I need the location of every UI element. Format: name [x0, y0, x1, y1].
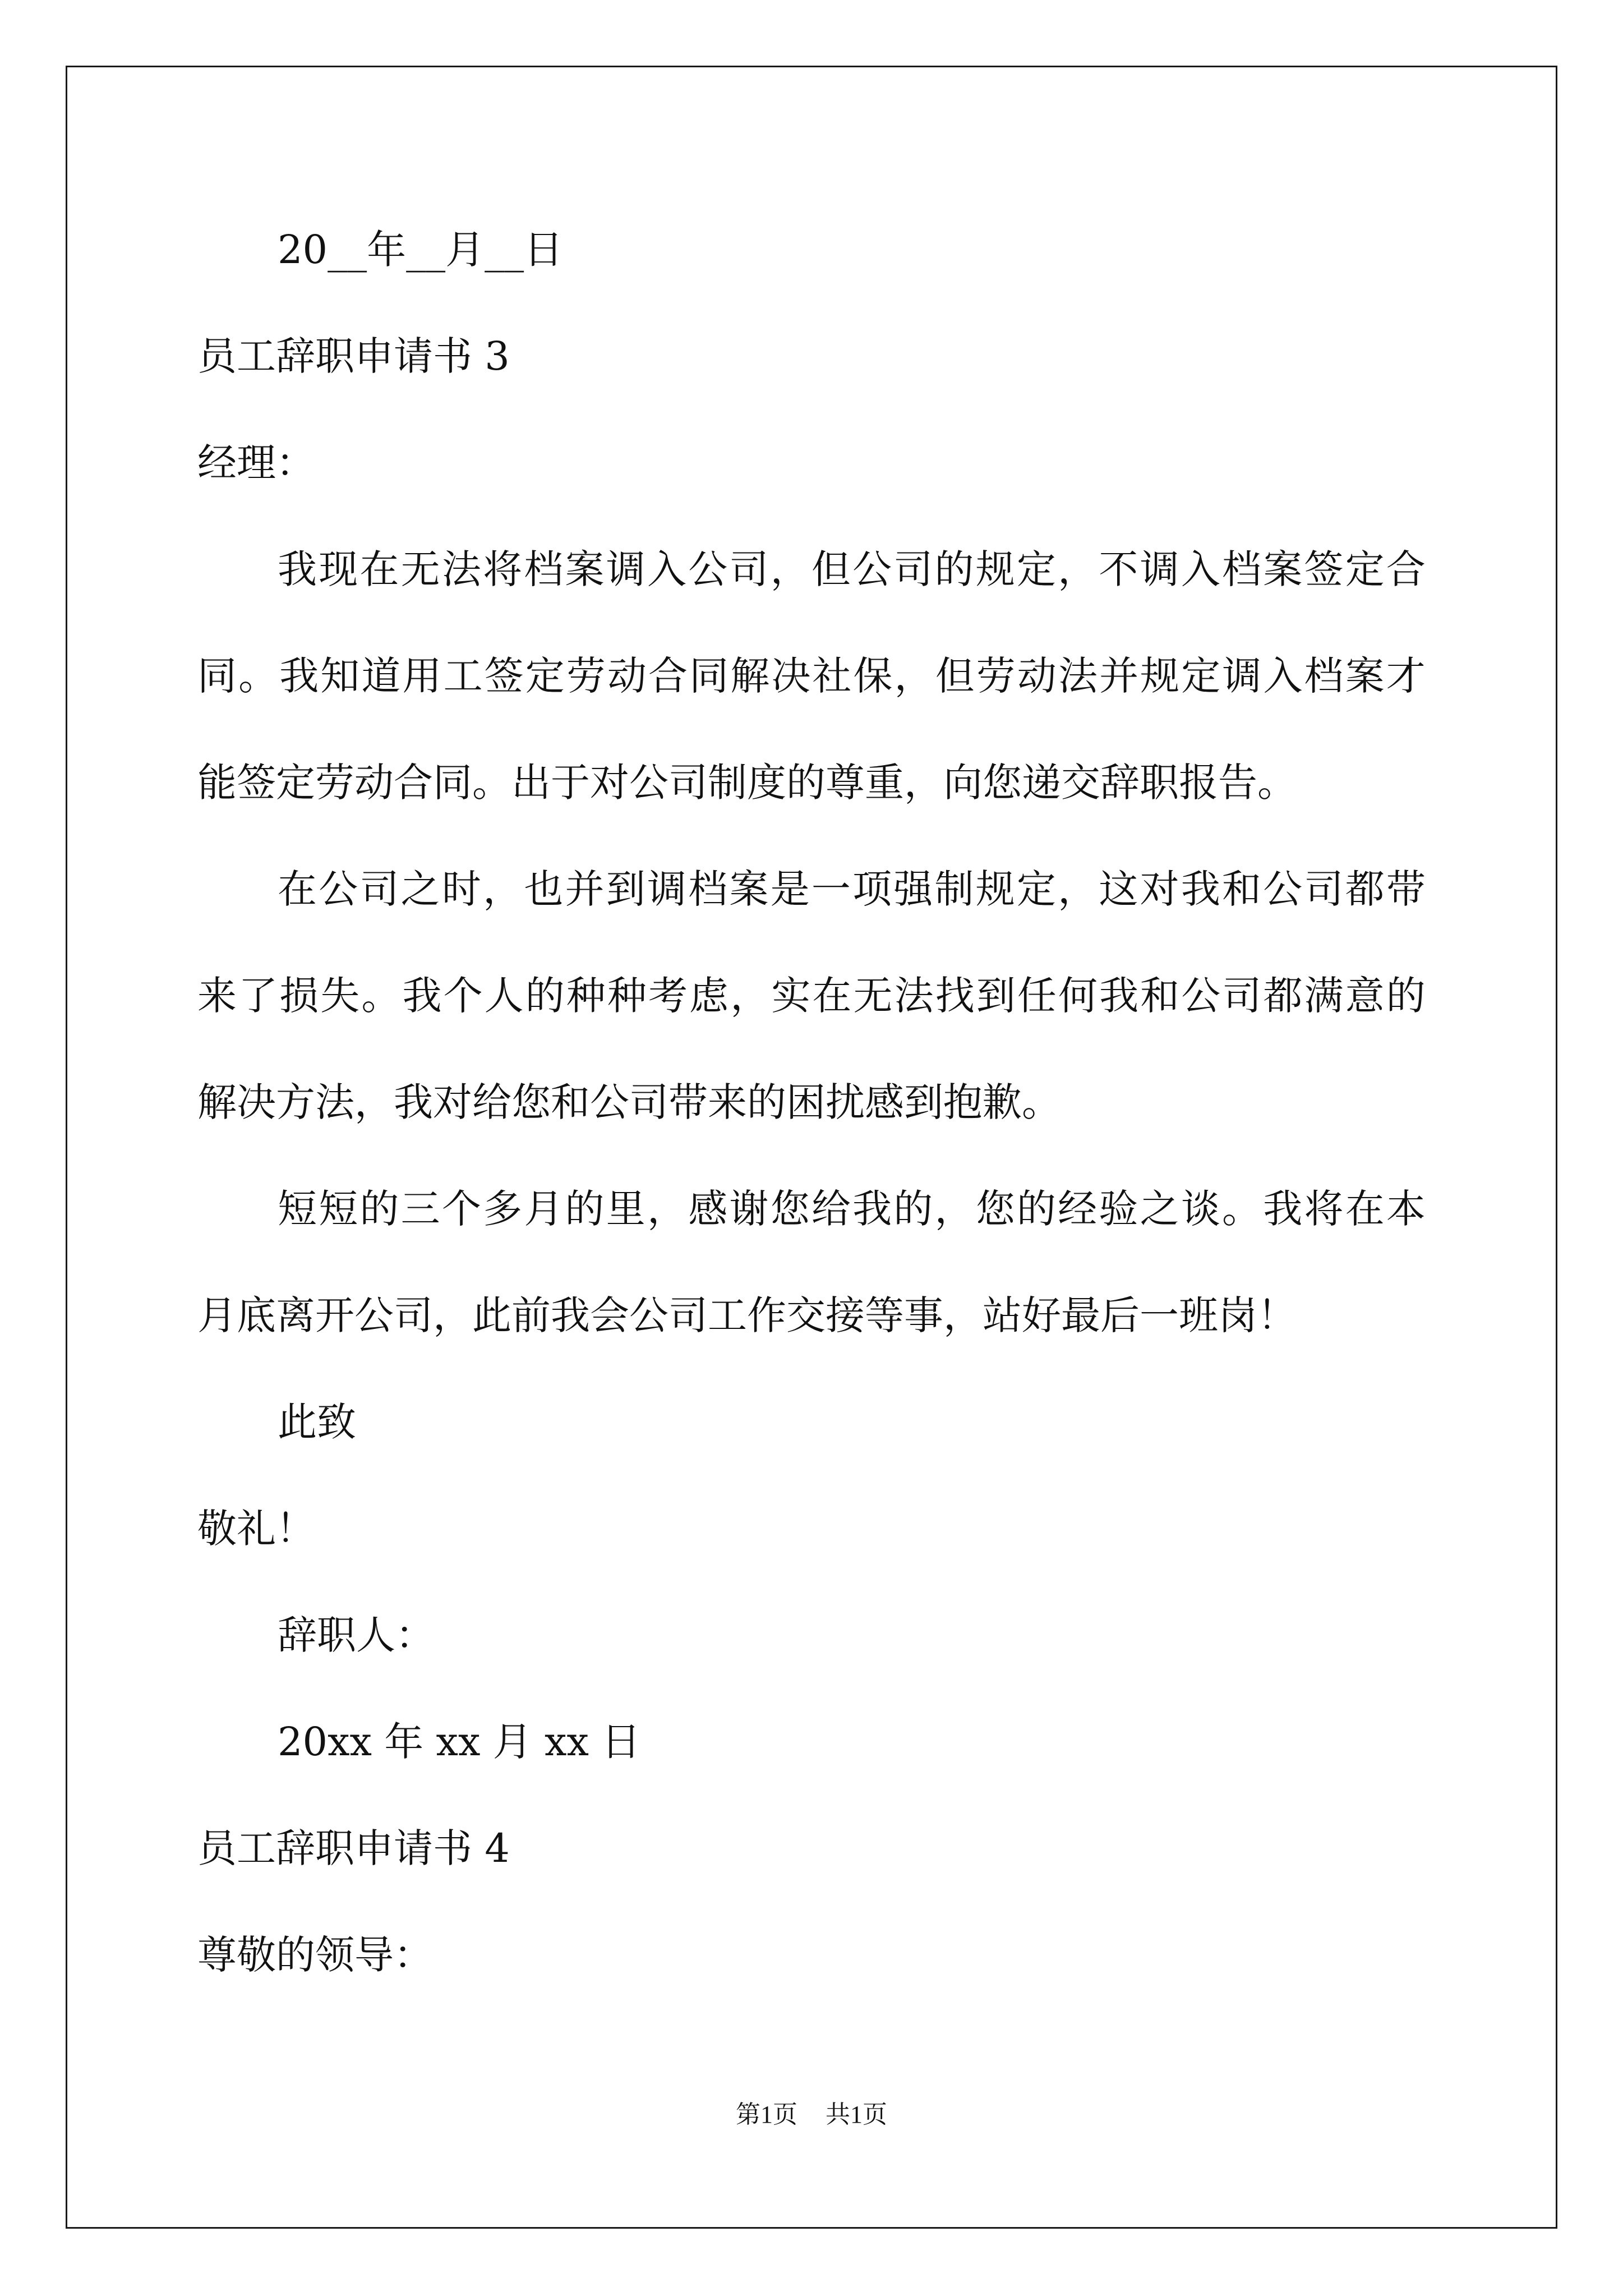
- text-char: 我: [402, 973, 442, 1019]
- text-char: 给: [811, 1186, 851, 1232]
- text-char: 都: [1263, 973, 1303, 1019]
- text-char: 强: [893, 866, 933, 912]
- text-char: 法: [894, 973, 934, 1019]
- text-char: 损: [279, 973, 319, 1019]
- text-char: 同: [689, 653, 729, 699]
- text-char: 我: [1263, 1186, 1303, 1232]
- text-char: 里: [606, 1186, 645, 1232]
- text-char: 的: [565, 1186, 605, 1232]
- section-4-salutation: 尊敬的领导：: [197, 1932, 433, 1978]
- text-char: 档: [1222, 546, 1262, 592]
- text-char: 用: [402, 653, 442, 699]
- text-char: 。: [1222, 1186, 1262, 1232]
- text-char: 和: [1140, 973, 1180, 1019]
- text-char: 。: [361, 973, 401, 1019]
- text-char: 虑: [689, 973, 729, 1019]
- text-char: 的: [934, 546, 974, 592]
- text-char: 的: [1016, 1186, 1056, 1232]
- text-char: 动: [607, 653, 647, 699]
- text-char: 案: [1263, 546, 1303, 592]
- text-char: 个: [443, 973, 483, 1019]
- text-char: 将: [1304, 1186, 1344, 1232]
- paragraph-2-line-1: [0, 836, 1623, 942]
- text-char: 知: [320, 653, 360, 699]
- text-char: 谈: [1181, 1186, 1220, 1232]
- text-char: 公: [688, 546, 728, 592]
- text-char: 感: [688, 1186, 728, 1232]
- text-char: 定: [1016, 866, 1056, 912]
- text-char: 了: [238, 973, 278, 1019]
- text-char: 找: [935, 973, 975, 1019]
- text-char: 档: [688, 866, 728, 912]
- text-char: 您: [770, 1186, 810, 1232]
- text-char: 在: [1345, 1186, 1385, 1232]
- text-char: 司: [893, 546, 933, 592]
- text-char: 定: [1181, 653, 1221, 699]
- text-char: 不: [1099, 546, 1138, 592]
- text-char: 司: [1222, 973, 1262, 1019]
- text-char: 劳: [976, 653, 1016, 699]
- text-char: 决: [771, 653, 811, 699]
- text-char: 签: [484, 653, 524, 699]
- text-char: 短: [319, 1186, 358, 1232]
- text-char: 到: [976, 973, 1016, 1019]
- text-char: ，: [894, 653, 934, 699]
- text-char: 案: [565, 546, 605, 592]
- text-char: 项: [852, 866, 892, 912]
- text-char: 公: [319, 866, 358, 912]
- text-char: 入: [1263, 653, 1303, 699]
- text-char: 调: [1140, 546, 1179, 592]
- text-char: 任: [1017, 973, 1057, 1019]
- text-char: 公: [1181, 973, 1221, 1019]
- text-char: 验: [1099, 1186, 1138, 1232]
- text-char: 在: [278, 866, 317, 912]
- text-char: 考: [648, 973, 688, 1019]
- text-char: 签: [1304, 546, 1344, 592]
- text-char: 规: [975, 866, 1015, 912]
- text-char: 也: [524, 866, 564, 912]
- text-char: 无: [400, 546, 440, 592]
- text-char: 案: [729, 866, 769, 912]
- closing-phrase: 此致: [278, 1399, 356, 1445]
- text-char: 个: [441, 1186, 481, 1232]
- text-char: 规: [1140, 653, 1180, 699]
- text-char: 我: [852, 1186, 892, 1232]
- text-char: 经: [1058, 1186, 1098, 1232]
- text-char: 但: [811, 546, 851, 592]
- text-char: 实: [771, 973, 811, 1019]
- text-char: 是: [770, 866, 810, 912]
- text-char: ，: [1058, 546, 1098, 592]
- text-char: 同: [197, 653, 237, 699]
- text-char: 定: [1016, 546, 1056, 592]
- text-char: 法: [441, 546, 481, 592]
- text-char: 我: [278, 546, 317, 592]
- text-char: 的: [359, 1186, 399, 1232]
- paragraph-1-line-3: 能签定劳动合同。出于对公司制度的尊重，向您递交辞职报告。: [197, 760, 1297, 806]
- text-char: 入: [1181, 546, 1220, 592]
- text-char: 法: [1058, 653, 1098, 699]
- text-char: 一: [811, 866, 851, 912]
- paragraph-2-line-3: 解决方法，我对给您和公司带来的困扰感到抱歉。: [197, 1079, 1061, 1125]
- text-char: 档: [524, 546, 564, 592]
- signed-date: 20xx 年 xx 月 xx 日: [278, 1719, 641, 1765]
- text-char: 档: [1304, 653, 1344, 699]
- paragraph-3-line-1: [0, 1156, 1623, 1262]
- text-char: 规: [975, 546, 1015, 592]
- text-char: 的: [893, 1186, 933, 1232]
- paragraph-1-line-1: [0, 516, 1623, 623]
- section-4-title: 员工辞职申请书 4: [197, 1825, 510, 1871]
- text-char: 您: [975, 1186, 1015, 1232]
- text-char: 解: [730, 653, 770, 699]
- text-char: 带: [1386, 866, 1426, 912]
- page-number-current: 第1页: [736, 2101, 797, 2128]
- text-char: ，: [1058, 866, 1098, 912]
- text-char: 但: [935, 653, 975, 699]
- text-char: 我: [1181, 866, 1220, 912]
- text-char: 工: [443, 653, 483, 699]
- text-char: 和: [1222, 866, 1262, 912]
- page-number-total: 共1页: [826, 2101, 887, 2128]
- text-char: 制: [934, 866, 974, 912]
- text-char: 我: [279, 653, 319, 699]
- text-char: 公: [1263, 866, 1303, 912]
- text-char: 社: [812, 653, 852, 699]
- section-3-title: 员工辞职申请书 3: [197, 333, 510, 379]
- text-char: 合: [1386, 546, 1426, 592]
- text-char: 意: [1345, 973, 1385, 1019]
- text-char: 动: [1017, 653, 1057, 699]
- text-char: 多: [483, 1186, 523, 1232]
- text-char: 保: [853, 653, 893, 699]
- text-char: 的: [1386, 973, 1426, 1019]
- text-char: 在: [812, 973, 852, 1019]
- text-char: 之: [400, 866, 440, 912]
- text-char: ，: [770, 546, 810, 592]
- text-char: 都: [1345, 866, 1385, 912]
- text-char: 到: [606, 866, 645, 912]
- text-char: 定: [525, 653, 565, 699]
- text-char: 短: [278, 1186, 317, 1232]
- paragraph-2-line-2: [0, 942, 1623, 1049]
- text-char: 的: [525, 973, 565, 1019]
- text-char: 司: [1304, 866, 1344, 912]
- text-char: 司: [729, 546, 769, 592]
- date-placeholder: 20__年__月__日: [278, 227, 564, 273]
- text-char: 失: [320, 973, 360, 1019]
- text-char: ，: [483, 866, 523, 912]
- text-char: 时: [441, 866, 481, 912]
- text-char: 。: [238, 653, 278, 699]
- text-char: 人: [484, 973, 524, 1019]
- text-char: 合: [648, 653, 688, 699]
- signer-label: 辞职人：: [278, 1612, 435, 1658]
- text-char: 调: [1222, 653, 1262, 699]
- text-char: 本: [1386, 1186, 1426, 1232]
- page-footer: [0, 2098, 1623, 2132]
- text-char: 入: [647, 546, 686, 592]
- section-3-salutation: 经理：: [197, 440, 315, 486]
- text-char: 劳: [566, 653, 606, 699]
- text-char: 并: [565, 866, 605, 912]
- text-char: 在: [359, 546, 399, 592]
- text-char: 何: [1058, 973, 1098, 1019]
- text-char: 之: [1140, 1186, 1179, 1232]
- text-char: 调: [647, 866, 686, 912]
- text-char: 并: [1099, 653, 1139, 699]
- text-char: 月: [524, 1186, 564, 1232]
- text-char: 满: [1304, 973, 1344, 1019]
- text-char: 谢: [729, 1186, 769, 1232]
- regards: 敬礼！: [197, 1506, 315, 1552]
- text-char: 种: [607, 973, 647, 1019]
- paragraph-1-line-2: [0, 623, 1623, 729]
- text-char: 案: [1345, 653, 1385, 699]
- text-char: 这: [1099, 866, 1138, 912]
- text-char: 道: [361, 653, 401, 699]
- text-char: 定: [1345, 546, 1385, 592]
- text-char: ，: [934, 1186, 974, 1232]
- text-char: 种: [566, 973, 606, 1019]
- text-char: 我: [1099, 973, 1139, 1019]
- text-char: 来: [197, 973, 237, 1019]
- text-char: 调: [606, 546, 645, 592]
- text-char: 三: [400, 1186, 440, 1232]
- text-char: 现: [319, 546, 358, 592]
- text-char: 将: [483, 546, 523, 592]
- text-char: ，: [647, 1186, 686, 1232]
- text-char: 公: [852, 546, 892, 592]
- text-char: 才: [1386, 653, 1426, 699]
- text-char: 无: [853, 973, 893, 1019]
- text-char: ，: [730, 973, 770, 1019]
- text-char: 对: [1140, 866, 1179, 912]
- text-char: 司: [359, 866, 399, 912]
- paragraph-3-line-2: 月底离开公司，此前我会公司工作交接等事，站好最后一班岗！: [197, 1292, 1297, 1338]
